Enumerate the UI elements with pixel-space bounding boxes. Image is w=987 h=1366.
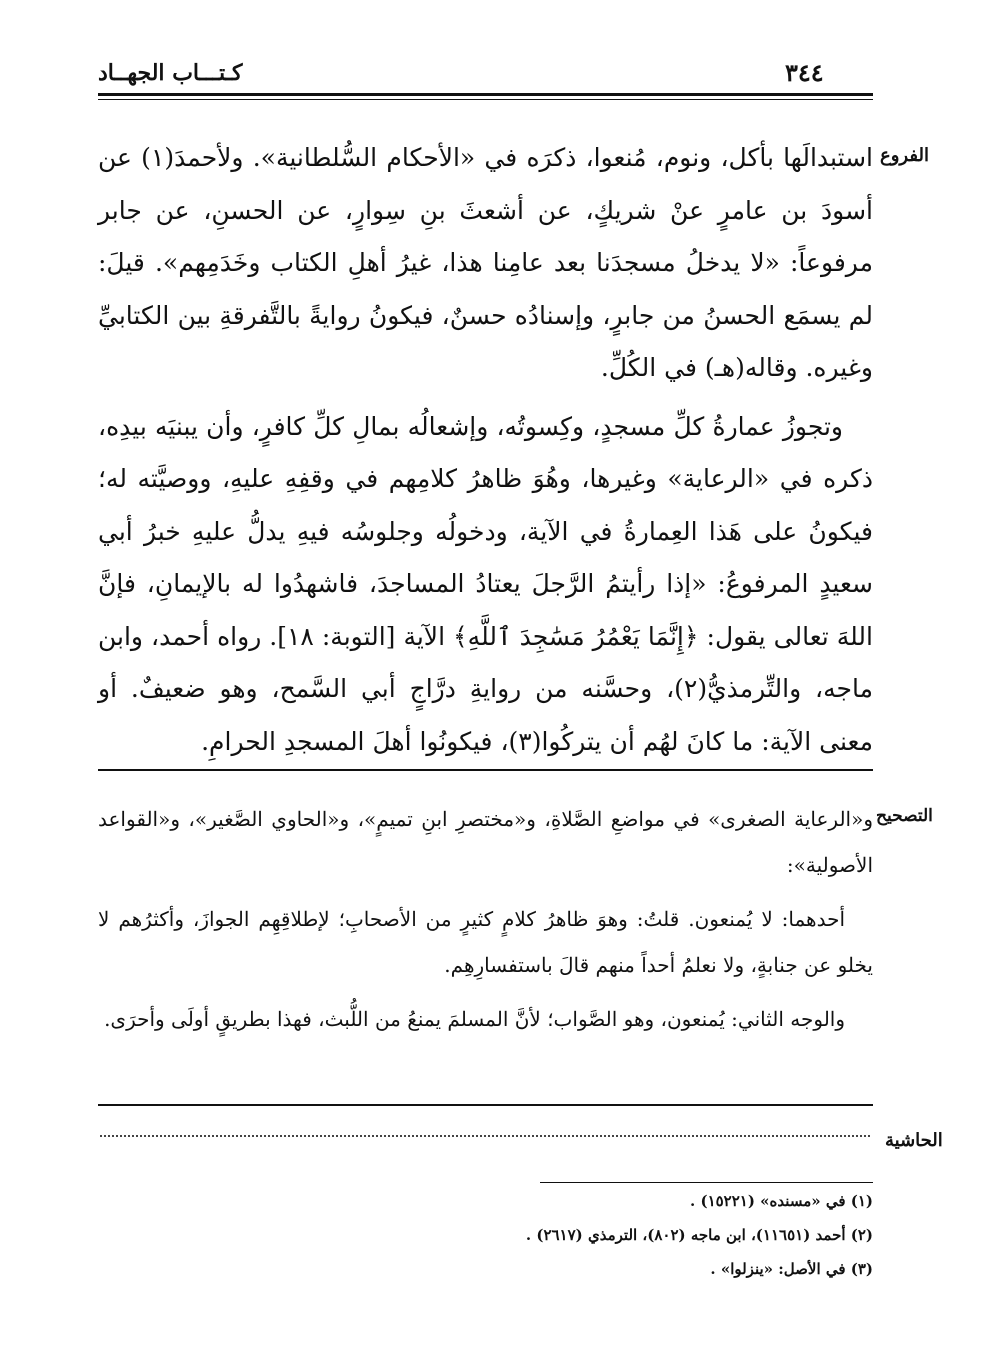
tashih-paragraph-3: والوجه الثاني: يُمنعون، وهو الصَّواب؛ لأنَّ المسلمَ يمنعُ من اللُّبث، فهذا بطريقٍ أولَى وأحرَى. <box>104 1007 845 1031</box>
main-text <box>98 132 873 768</box>
tashih-paragraph-2: أحدهما: لا يُمنعون. قلتُ: وهوَ ظاهرُ كلامٍ كثيرٍ من الأصحابِ؛ لإطلاقِهِم الجوازَ، وأكثرُهم لا يخلو عن جنابةٍ، ولا نعلمُ أحداً منهم قالَ باستفسارِهِم. <box>98 907 873 977</box>
footnote-1: (١) في «مسنده» (١٥٢٢١) . <box>690 1192 873 1210</box>
section-divider <box>98 769 873 771</box>
side-label-furu: الفروع <box>880 145 929 166</box>
side-label-hashiya: الحاشية <box>885 1130 943 1151</box>
header-rule <box>98 93 873 96</box>
main-paragraph-1: استبدالَها بأكل، ونوم، مُنعوا، ذكرَه في «الأحكام السُّلطانية». ولأحمدَ(١) عن أسودَ بن عامرٍ عنْ شريكٍ، عن أشعثَ بنِ سِوارٍ، عن الحسنِ، عن جابر مرفوعاً: «لا يدخلُ مسجدَنا بعد عامِنا هذا، غيرُ أهلِ الكتاب وخَدَمِهم». قيلَ: لم يسمَع الحسنُ من جابرٍ، وإسنادُه حسنٌ، فيكونُ روايةً بالتَّفرقةِ بين الكتابيِّ وغيره. وقاله(هـ) في الكُلِّ. <box>98 143 873 382</box>
page-number: ٣٤٤ <box>785 58 824 87</box>
main-paragraph-2: وتجوزُ عمارةُ كلِّ مسجدٍ، وكِسوتُه، وإشعالُه بمالِ كلِّ كافرٍ، وأن يبنيَه بيدِه، ذكره في «الرعاية» وغيرها، وهُوَ ظاهرُ كلامِهم في وقفِهِ عليهِ، ووصيَّته له؛ فيكونُ على هَذا العِمارةُ في الآية، ودخولُه وجلوسُه فيهِ يدلُّ عليهِ خبرُ أبي سعيدٍ المرفوعُ: «إذا رأيتمُ الرَّجلَ يعتادُ المساجدَ، فاشهدُوا له بالإيمانِ، فإنَّ اللهَ تعالى يقول: ﴿إِنَّمَا يَعْمُرُ مَسَٰجِدَ ٱللَّهِ﴾ الآية [التوبة: ١٨]. رواه أحمد، وابن ماجه، والتِّرمذيُّ(٢)، وحسَّنه من روايةِ درَّاجٍ أبي السَّمح، وهو ضعيفٌ. أو معنى الآية: ما كانَ لهُم أن يتركُوا(٣)، فيكونُوا أهلَ المسجدِ الحرامِ. <box>98 411 873 756</box>
footnote-rule <box>540 1182 873 1183</box>
header-rule-thin <box>98 99 873 100</box>
hashiya-dotted-line <box>100 1134 870 1137</box>
tashih-text <box>98 796 873 1042</box>
tashih-paragraph-1: و«الرعاية الصغرى» في مواضعِ الصَّلاةِ، و«مختصرِ ابنِ تميمٍ»، و«الحاوي الصَّغير»، و«القواعد الأصولية»: <box>98 807 873 877</box>
side-label-tashih: التصحيح <box>876 806 933 826</box>
footnote-2: (٢) أحمد (١١٦٥١)، ابن ماجه (٨٠٢)، الترمذي (٢٦١٧) . <box>525 1226 873 1244</box>
running-title: كـتـــاب الجهــاد <box>98 60 243 86</box>
section-divider-lower <box>98 1104 873 1106</box>
footnote-3: (٣) في الأصل: «ينزلوا» . <box>710 1260 873 1278</box>
